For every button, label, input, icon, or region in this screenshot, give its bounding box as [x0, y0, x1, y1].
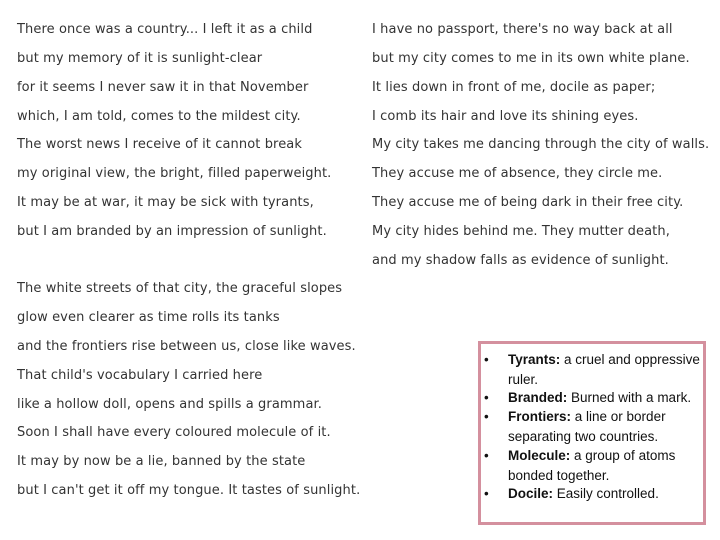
poem-line: I comb its hair and love its shining eyes.: [372, 109, 639, 124]
vocabulary-item: [481, 446, 703, 485]
bullet-icon: •: [484, 409, 489, 424]
poem-line: and the frontiers rise between us, close like waves.: [17, 339, 356, 354]
bullet-icon: •: [484, 390, 489, 405]
vocabulary-box: [478, 341, 706, 525]
vocabulary-item: [481, 350, 703, 389]
vocabulary-term: Branded:: [508, 390, 568, 405]
poem-line: Soon I shall have every coloured molecule of it.: [17, 425, 331, 440]
vocabulary-item: [481, 407, 703, 446]
poem-line: It may be at war, it may be sick with tyrants,: [17, 195, 314, 210]
poem-line: It may by now be a lie, banned by the state: [17, 454, 306, 469]
vocabulary-term: Tyrants:: [508, 352, 561, 367]
bullet-icon: •: [484, 448, 489, 463]
vocabulary-definition: Easily controlled.: [553, 486, 659, 501]
poem-line: My city takes me dancing through the city of walls.: [372, 137, 710, 152]
vocabulary-definition: a group of atoms bonded together.: [508, 448, 676, 483]
poem-line: but I am branded by an impression of sunlight.: [17, 224, 327, 239]
poem-line: but I can't get it off my tongue. It tastes of sunlight.: [17, 483, 361, 498]
poem-line: like a hollow doll, opens and spills a grammar.: [17, 397, 322, 412]
vocabulary-definition: Burned with a mark.: [567, 390, 692, 405]
poem-line: glow even clearer as time rolls its tanks: [17, 310, 280, 325]
vocabulary-term: Frontiers:: [508, 409, 572, 424]
poem-line: The worst news I receive of it cannot break: [17, 137, 303, 152]
poem-line: They accuse me of absence, they circle me.: [372, 166, 663, 181]
poem-line: That child's vocabulary I carried here: [17, 368, 263, 383]
poem-line: It lies down in front of me, docile as paper;: [372, 80, 656, 95]
poem-line: my original view, the bright, filled paperweight.: [17, 166, 332, 181]
poem-line: and my shadow falls as evidence of sunlight.: [372, 253, 669, 268]
vocabulary-item: [481, 484, 703, 504]
poem-line: I have no passport, there's no way back at all: [372, 22, 673, 37]
bullet-icon: •: [484, 352, 489, 367]
poem-line: but my city comes to me in its own white plane.: [372, 51, 690, 66]
bullet-icon: •: [484, 486, 489, 501]
vocabulary-term: Molecule:: [508, 448, 571, 463]
poem-line: They accuse me of being dark in their free city.: [372, 195, 684, 210]
vocabulary-definition: a cruel and oppressive ruler.: [508, 352, 700, 387]
vocabulary-term: Docile:: [508, 486, 554, 501]
poem-line: There once was a country... I left it as a child: [17, 22, 313, 37]
poem-line: for it seems I never saw it in that November: [17, 80, 309, 95]
poem-line: My city hides behind me. They mutter death,: [372, 224, 670, 239]
vocabulary-item: [481, 388, 703, 408]
vocabulary-definition: a line or border separating two countries.: [508, 409, 666, 444]
poem-line: but my memory of it is sunlight-clear: [17, 51, 263, 66]
poem-line: The white streets of that city, the graceful slopes: [17, 281, 343, 296]
poem-line: which, I am told, comes to the mildest city.: [17, 109, 301, 124]
